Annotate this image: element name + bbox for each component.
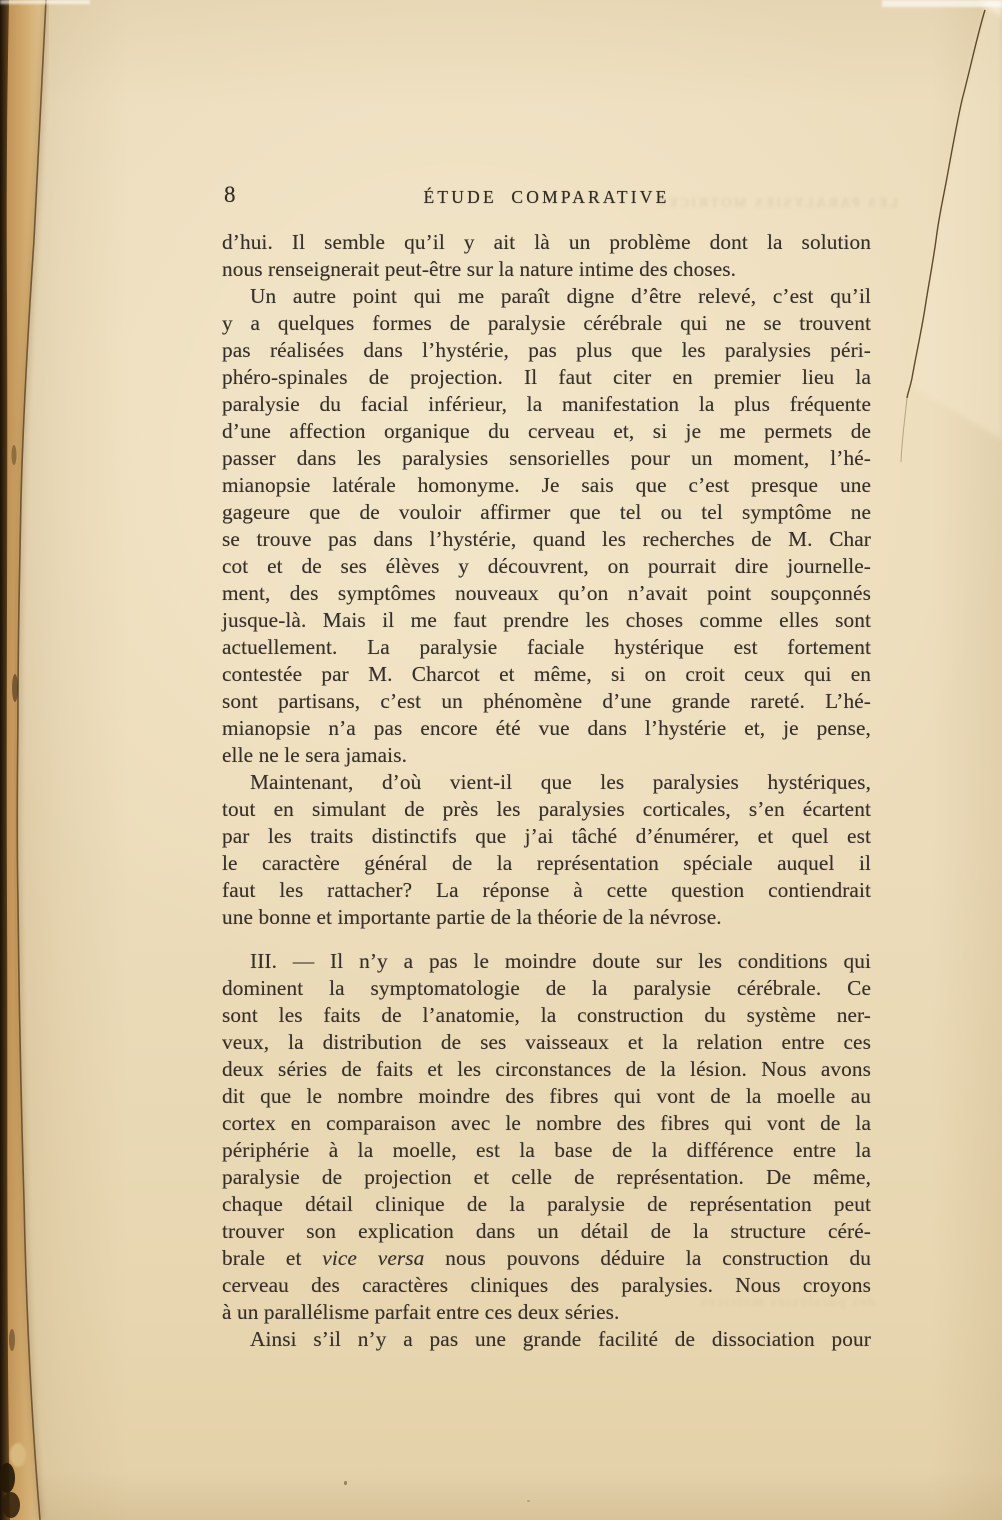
running-title: ÉTUDE COMPARATIVE <box>423 187 670 207</box>
text-line: cerveau des caractères cliniques des paralysies. Nous croyons <box>222 1273 871 1297</box>
paragraph <box>222 229 871 283</box>
text-line: d’une affection organique du cerveau et, si je me permets de <box>222 419 871 443</box>
text-line: paralysie de projection et celle de représentation. De même, <box>222 1165 871 1189</box>
binding-edge <box>0 0 70 1520</box>
text-line: Maintenant, d’où vient-il que les paralysies hystériques, <box>250 770 871 794</box>
paragraph <box>222 948 871 1326</box>
text-line: Ainsi s’il n’y a pas une grande facilité de dissociation pour <box>250 1327 871 1351</box>
text-line: une bonne et importante partie de la théorie de la névrose. <box>222 905 722 929</box>
text-line: se trouve pas dans l’hystérie, quand les recherches de M. Char <box>222 527 871 551</box>
text-line: brale et vice versa nous pouvons déduire la construction du <box>222 1246 872 1270</box>
text-line: contestée par M. Charcot et même, si on croit ceux qui en <box>222 662 871 686</box>
dust-speck <box>344 1481 347 1485</box>
text-line: passer dans les paralysies sensorielles pour un moment, l’hé- <box>222 446 871 470</box>
dust-speck <box>527 1500 530 1502</box>
text-line: par les traits distinctifs que j’ai tâché d’énumérer, et quel est <box>222 824 871 848</box>
text-line: veux, la distribution de ses vaisseaux et la relation entre ces <box>222 1030 871 1054</box>
text-line: mianopsie latérale homonyme. Je sais que c’est presque une <box>222 473 871 497</box>
paragraph <box>222 283 871 769</box>
text-line: ment, des symptômes nouveaux qu’on n’avait point soupçonnés <box>222 581 871 605</box>
text-line: Un autre point qui me paraît digne d’être relevé, c’est qu’il <box>250 284 871 308</box>
text-line: III. — Il n’y a pas le moindre doute sur les conditions qui <box>250 949 871 973</box>
text-line: phéro-spinales de projection. Il faut citer en premier lieu la <box>222 365 871 389</box>
text-line: sont les faits de l’anatomie, la construction du système ner- <box>222 1003 871 1027</box>
text-line: le caractère général de la représentation spéciale auquel il <box>222 851 871 875</box>
scan-top-edge-right <box>882 0 1002 7</box>
text-line: jusque-là. Mais il me faut prendre les choses comme elles sont <box>222 608 871 632</box>
paragraph <box>222 769 871 931</box>
text-line: cot et de ses élèves y découvrent, on pourrait dire journelle- <box>222 554 871 578</box>
text-line: elle ne le sera jamais. <box>222 743 408 767</box>
text-line: y a quelques formes de paralysie cérébrale qui ne se trouvent <box>222 311 871 335</box>
text-line: nous renseignerait peut-être sur la nature intime des choses. <box>222 257 737 281</box>
text-line: deux séries de faits et les circonstances de la lésion. Nous avons <box>222 1057 871 1081</box>
text-line: pas réalisées dans l’hystérie, pas plus que les paralysies péri- <box>222 338 871 362</box>
scan-top-edge-left <box>0 0 90 4</box>
text-line: gageure que de vouloir affirmer que tel ou tel symptôme ne <box>222 500 871 524</box>
text-line: tout en simulant de près les paralysies corticales, s’en écartent <box>222 797 871 821</box>
body-text <box>222 229 871 1353</box>
bleed-through-header: LES PARALYSIES MOTRICES <box>655 196 898 211</box>
text-line: à un parallélisme parfait entre ces deux séries. <box>222 1300 620 1324</box>
text-line: d’hui. Il semble qu’il y ait là un problème dont la solution <box>222 230 871 254</box>
text-line: dit que le nombre moindre des fibres qui vont de la moelle au <box>222 1084 871 1108</box>
text-line: chaque détail clinique de la paralysie de représentation peut <box>222 1192 871 1216</box>
paragraph <box>222 1326 871 1353</box>
page-number: 8 <box>224 182 236 207</box>
bleed-through-text: des paralysies motrices <box>699 1295 875 1310</box>
paper-crack <box>880 0 1002 470</box>
text-line: actuellement. La paralysie faciale hystérique est fortement <box>222 635 871 659</box>
text-line: cortex en comparaison avec le nombre des fibres qui vont de la <box>222 1111 871 1135</box>
text-line: faut les rattacher? La réponse à cette question contiendrait <box>222 878 871 902</box>
page-header <box>222 182 871 214</box>
text-line: périphérie à la moelle, est la base de la différence entre la <box>222 1138 871 1162</box>
text-line: mianopsie n’a pas encore été vue dans l’hystérie et, je pense, <box>222 716 871 740</box>
text-line: paralysie du facial inférieur, la manifestation la plus fréquente <box>222 392 871 416</box>
text-line: dominent la symptomatologie de la paralysie cérébrale. Ce <box>222 976 871 1000</box>
text-line: sont partisans, c’est un phénomène d’une grande rareté. L’hé- <box>222 689 871 713</box>
text-line: trouver son explication dans un détail de la structure céré- <box>222 1219 871 1243</box>
